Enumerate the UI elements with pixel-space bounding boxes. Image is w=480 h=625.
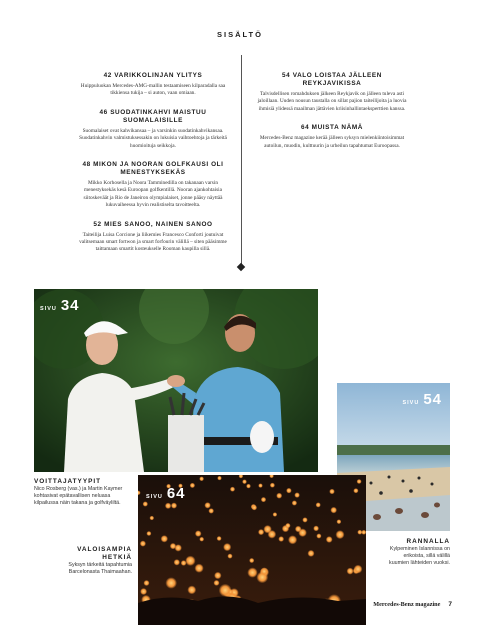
page-number: 7 xyxy=(448,601,452,608)
lantern-glow xyxy=(354,565,363,574)
lantern-glow xyxy=(316,533,321,538)
lantern-glow xyxy=(199,476,204,481)
golf-photo[interactable] xyxy=(34,289,318,472)
page-reference-label: SIVU xyxy=(146,494,163,500)
lantern-glow xyxy=(247,567,257,577)
lantern-glow xyxy=(165,503,171,509)
lantern-glow xyxy=(214,572,221,579)
caption-text: Kylpeminen Islannissa on erikoista, sillä välillä kuumien lähteiden vuoksi. xyxy=(389,546,450,566)
divider-diamond-ornament xyxy=(237,263,245,271)
lantern-glow xyxy=(204,502,210,508)
page-reference-number: 34 xyxy=(60,297,80,314)
lantern-glow xyxy=(190,483,195,488)
beach-caption xyxy=(388,538,450,566)
lantern-glow xyxy=(161,535,168,542)
entry-heading: 42 VARIKKOLINJAN YLITYS xyxy=(103,72,203,79)
lantern-glow xyxy=(326,536,333,543)
lantern-glow xyxy=(263,525,271,533)
lantern-glow xyxy=(171,503,177,509)
entry-text: Mikko Korhosella ja Noora Tamminedilla on takanaan varsin menestyksekäs kesä Euroopan golfkentillä. Nooran ajankohtaisia siitoskeväät ja Rio de Janeiron olympialaiset, jonne pääsy näyttää lukuvaiheessa hyvin realistiselta tavoitteelta. xyxy=(83,180,223,209)
page-reference-label: SIVU xyxy=(402,400,420,406)
lantern-glow xyxy=(258,483,263,488)
lantern-glow xyxy=(285,523,290,528)
caption-text: Nico Rosberg (vas.) ja Martin Kaymer kohtasivat epätavallisen neluasa kilpailussa näin takana ja golfväyliltä. xyxy=(34,486,123,506)
lantern-glow xyxy=(357,530,362,535)
golf-photo-illustration xyxy=(34,289,318,472)
entry-text: Talvisdellisen romahduksen jälkeen Reykjavik on jälleen tuleva asti jaloillaan. Uuden nousun taustalla on sillat pajion taiteilijoita ja luovia ihmisiä ylidessä maailman jättävien kriisinhallintaeksperttien kanssa. xyxy=(257,91,407,112)
entry-heading: 48 MIKON JA NOORAN GOLFKAUSI OLI MENESTYKSEKÄS xyxy=(82,161,224,177)
caption-heading: RANNALLA xyxy=(406,538,450,545)
contents-left-column xyxy=(74,72,232,254)
lantern-glow xyxy=(140,588,147,595)
lantern-glow xyxy=(294,492,300,498)
entry-text: Suomalaiset ovat kahvikansaa – ja varsinkin suodatinkahvikansaa. Suodatinkahvin valmistuksessakin on lukuisia vaihtoehtoja ja tärkeitä huomioituja seikkoja. xyxy=(79,127,227,149)
lantern-glow xyxy=(146,531,151,536)
entry-heading: 46 SUODATINKAHVI MAISTUU SUOMALAISILLE xyxy=(99,108,207,124)
page-reference-label: SIVU xyxy=(40,306,57,312)
lantern-glow xyxy=(165,577,177,589)
lantern-glow xyxy=(227,554,232,559)
lantern-glow xyxy=(278,536,284,542)
contents-entry[interactable] xyxy=(253,124,411,150)
entry-heading: 52 MIES SANOO, NAINEN SANOO xyxy=(93,220,213,228)
lantern-glow xyxy=(140,541,146,547)
lantern-glow xyxy=(208,508,214,514)
entry-text: Taiteilija Luisa Corcione ja liikemies Francesco Conforti joutuivat valitsemaan smart fortwon ja smart forfourin välillä – siten pääsimme taittamaan smartit kosteukselle Rooman kaupilla sillä. xyxy=(79,231,227,253)
lanterns-caption xyxy=(62,546,132,576)
lantern-glow xyxy=(337,519,342,524)
lantern-glow xyxy=(298,528,307,537)
lantern-glow xyxy=(330,507,337,514)
page-reference-number: 54 xyxy=(423,391,442,408)
entry-heading: 54 VALO LOISTAA JÄLLEEN REYKJAVIKISSA xyxy=(282,72,382,87)
lantern-glow xyxy=(252,505,258,511)
page-footer xyxy=(373,601,452,608)
page-reference-tag xyxy=(402,391,442,408)
lantern-glow xyxy=(288,535,297,544)
lantern-glow xyxy=(181,560,187,566)
lantern-glow xyxy=(143,501,148,506)
caption-heading: VALOISAMPIA HETKIÄ xyxy=(77,546,132,561)
caption-text: Syksyn tärkeitä tapahtumia Barcelonasta Thaimaahan. xyxy=(68,562,132,575)
lantern-glow xyxy=(214,580,220,586)
entry-text: Mercedes-Benz magazine kerää jälleen syksyn mielenkiintoisimmat autoilun, muodin, kulttuurin ja urheilun tapahtumat Euroopassa. xyxy=(259,135,405,149)
lantern-glow xyxy=(357,479,362,484)
lantern-glow xyxy=(230,487,235,492)
lanterns-photo[interactable] xyxy=(138,475,366,625)
lantern-glow xyxy=(316,502,321,507)
lantern-glow xyxy=(260,567,268,575)
lantern-glow xyxy=(347,568,354,575)
lantern-glow xyxy=(187,586,196,595)
lantern-glow xyxy=(249,558,254,563)
caption-heading: VOITTAJATYYPIT xyxy=(34,478,102,485)
column-divider xyxy=(241,55,242,267)
entry-text: Huippuluokan Mercedes-AMG-mallin testaamiseen kilparadalla saa tikkiensa tukija – si auton, vaan omiaan. xyxy=(80,83,226,97)
lantern-glow xyxy=(276,493,282,499)
contents-entry[interactable] xyxy=(74,161,232,210)
lantern-glow xyxy=(170,543,176,549)
golf-caption xyxy=(34,478,134,506)
lantern-glow xyxy=(217,476,222,481)
entry-heading: 64 MUISTA NÄMÄ xyxy=(300,124,363,132)
lantern-glow xyxy=(261,497,266,502)
page-reference-tag xyxy=(146,485,186,502)
page-reference-number: 64 xyxy=(166,485,186,502)
lantern-glow xyxy=(258,529,264,535)
lantern-glow xyxy=(242,479,247,484)
lantern-glow xyxy=(353,488,358,493)
lantern-glow xyxy=(292,500,297,505)
contents-entry[interactable] xyxy=(253,72,411,113)
magazine-name: Mercedes-Benz magazine xyxy=(373,601,441,608)
lantern-glow xyxy=(195,530,202,537)
lantern-glow xyxy=(273,512,278,517)
lantern-glow xyxy=(336,530,345,539)
lantern-glow xyxy=(199,537,204,542)
lantern-glow xyxy=(195,564,204,573)
lantern-glow xyxy=(150,516,155,521)
lantern-glow xyxy=(313,526,319,532)
contents-entry[interactable] xyxy=(74,109,232,150)
contents-entry[interactable] xyxy=(74,221,232,254)
page-reference-tag xyxy=(40,297,80,314)
lantern-glow xyxy=(217,536,222,541)
page-title: SISÄLTÖ xyxy=(217,30,263,39)
lantern-glow xyxy=(329,489,335,495)
lantern-glow xyxy=(270,483,275,488)
lantern-glow xyxy=(246,484,251,489)
lantern-glow xyxy=(223,543,231,551)
lantern-glow xyxy=(185,556,195,566)
lantern-glow xyxy=(308,550,315,557)
lantern-glow xyxy=(174,559,180,565)
contents-right-column xyxy=(253,72,411,150)
lantern-glow xyxy=(286,488,292,494)
contents-entry[interactable] xyxy=(74,72,232,98)
lantern-glow xyxy=(302,517,307,522)
lantern-glow xyxy=(144,580,150,586)
